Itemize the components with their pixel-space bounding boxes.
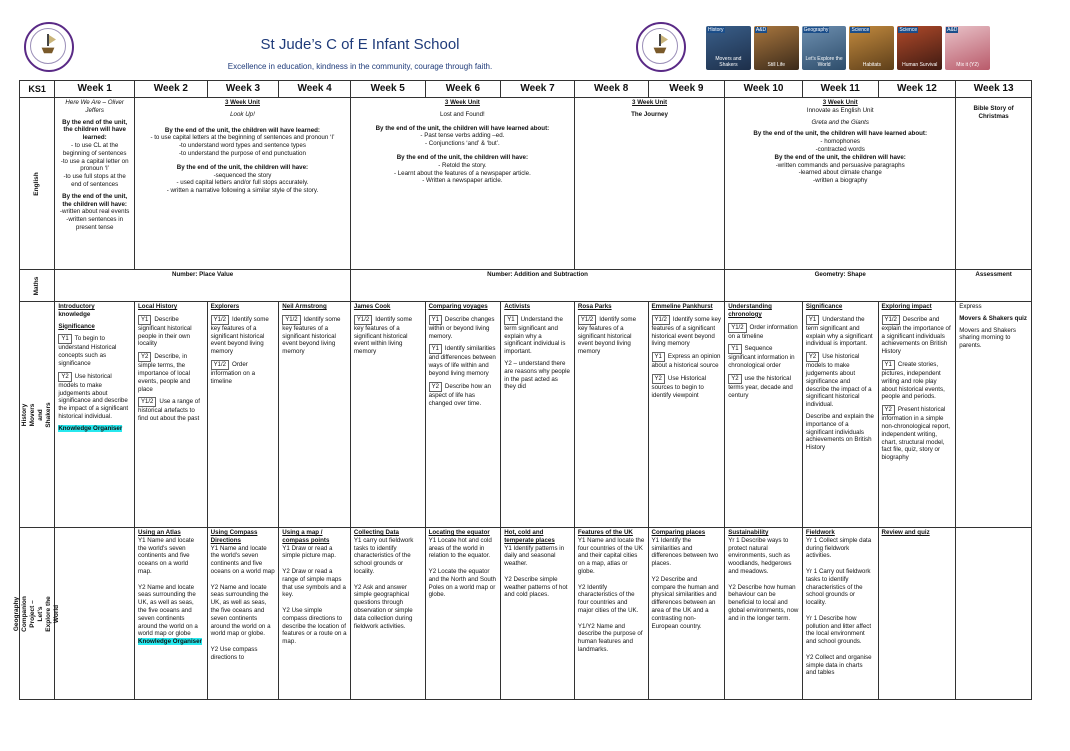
history-week2-cell: Local History Y1 Describe significant historical people in their own locality Y2 Describe, in simple terms, the importance of local events, people and place Y1/2 Use a range of historical artefacts to find out about the past xyxy=(135,302,208,528)
maths-geometry: Geometry: Shape xyxy=(725,270,956,302)
geography-week4-cell: Using a map / compass points Y1 Draw or read a simple picture map. Y2 Draw or read a range of simple maps that use symbols and a key. Y2 Use simple compass directions to describe the location of features or a route on a map. xyxy=(279,528,351,700)
knowledge-organiser-link[interactable]: Knowledge Organiser xyxy=(58,424,123,432)
key-stage-label: KS1 xyxy=(20,81,55,98)
geography-week11-cell: Fieldwork Yr 1 Collect simple data during fieldwork activities. Yr 1 Carry out fieldwork tasks to identify characteristics of the school grounds or locality. Yr 1 Describe how pollution and litter affect the local environment and school grounds. Y2 Collect and organise simple data in charts and tables xyxy=(802,528,878,700)
week-header: Week 12 xyxy=(878,81,956,98)
english-unit-lost-and-found: 3 Week Unit Lost and Found! By the end of the unit, the children will have learned about: - Past tense verbs adding –ed. - Conjunctions ‘and’ & ‘but’. By the end of the unit, the children will have: - Retold the story. - Learnt about the features of a newspaper article. - Written a newspaper article. xyxy=(350,98,574,270)
english-row-label: English xyxy=(20,98,55,270)
school-crest-right xyxy=(636,22,686,72)
geography-week1-cell xyxy=(55,528,135,700)
history-week3-cell: Explorers Y1/2 Identify some key features of a significant historical event beyond living memory Y1/2 Order information on a timeline xyxy=(207,302,279,528)
maths-assessment: Assessment xyxy=(956,270,1032,302)
thumbnail-geography: Geography Let's Explore the World xyxy=(802,26,847,70)
history-week8-cell: Rosa Parks Y1/2 Identify some key features of a significant historical event beyond living memory xyxy=(574,302,648,528)
english-week1-cell: Here We Are – Oliver Jeffers By the end of the unit, the children will have learned: - to use CL at the beginning of sentences -to use a capital letter on pronoun ‘I’ -to use full stops at the end of sentences By the end of the unit, the children will have: -written about real events -written sentences in present tense xyxy=(55,98,135,270)
history-row-label: History Movers and Shakers xyxy=(20,302,55,528)
week-header: Week 7 xyxy=(501,81,575,98)
history-week7-cell: Activists Y1 Understand the term significant and explain why a significant individual is important. Y2 – understand there are reasons why people in the past acted as they did xyxy=(501,302,575,528)
geography-row-label: Geography Companion Project – Let’s Explore the World xyxy=(20,528,55,700)
history-week9-cell: Emmeline Pankhurst Y1/2 Identify some key features of a significant historical event beyond living memory Y1 Express an opinion about a historical source Y2 Use Historical sources to begin to identify viewpoint xyxy=(648,302,725,528)
school-title: St Jude’s C of E Infant School xyxy=(260,36,460,53)
week-header: Week 5 xyxy=(350,81,425,98)
english-unit-greta: 3 Week Unit Innovate as English Unit Greta and the Giants By the end of the unit, the children will have learned about: - homophones -contracted words By the end of the unit, the children will have: -written commands and persuasive paragraphs -learned about climate change -written a biography xyxy=(725,98,956,270)
school-crest-left xyxy=(24,22,74,72)
geography-week5-cell: Collecting Data Y1 carry out fieldwork tasks to identify characteristics of the school grounds or locality. Y2 Ask and answer simple geographical questions through observation or simple data collection during fieldwork activities. xyxy=(350,528,425,700)
week-header: Week 11 xyxy=(802,81,878,98)
week-header: Week 10 xyxy=(725,81,803,98)
history-week1-cell: Introductory knowledge Significance Y1 To begin to understand Historical concepts such as significance Y2 Use historical models to make judgements about significance and describe the impact of a significant historical individual. Knowledge Organiser xyxy=(55,302,135,528)
english-unit-the-journey: 3 Week Unit The Journey xyxy=(574,98,724,270)
history-week11-cell: Significance Y1 Understand the term significant and explain why a significant individual is important. Y2 Use historical models to make judgements about significance and describe the impact of a significant historical individual. Describe and explain the importance of a significant individuals achievements on British History xyxy=(802,302,878,528)
week-header: Week 13 xyxy=(956,81,1032,98)
history-week5-cell: James Cook Y1/2 Identify some key features of a significant historical event within living memory xyxy=(350,302,425,528)
school-tagline: Excellence in education, kindness in the community, courage through faith. xyxy=(227,62,493,71)
english-week13-cell: Bible Story of Christmas xyxy=(956,98,1032,270)
week-header: Week 8 xyxy=(574,81,648,98)
geography-week3-cell: Using Compass Directions Y1 Name and locate the world's seven continents and five oceans on a world map Y2 Name and locate seas surrounding the UK, as well as seas, the five oceans and seven continents around the world on a world map or globe. Y2 Use compass directions to xyxy=(207,528,279,700)
week-header: Week 9 xyxy=(648,81,725,98)
history-week12-cell: Exploring impact Y1/2 Describe and explain the importance of a significant individuals achievements on British History Y1 Create stories, pictures, independent writing and role play about historical events, people and periods. Y2 Present historical information in a simple non-chronological report, independent writing, chart, structural model, fact file, quiz, story or biography xyxy=(878,302,956,528)
geography-row xyxy=(20,528,1032,700)
week-header: Week 2 xyxy=(135,81,208,98)
history-week13-cell: Express Movers & Shakers quiz Movers and Shakers sharing morning to parents. xyxy=(956,302,1032,528)
geography-week2-cell: Using an Atlas Y1 Name and locate the world's seven continents and five oceans on a world map. Y2 Name and locate seas surrounding the UK, as well as seas, the five oceans and seven continents around the world on a world map or globe Knowledge Organiser xyxy=(135,528,208,700)
knowledge-organiser-link[interactable]: Knowledge Organiser xyxy=(138,638,202,646)
english-row xyxy=(20,98,1032,270)
geography-week8-cell: Features of the UK Y1 Name and locate the four countries of the UK and their capital cities on a map, atlas or globe. Y2 Identify characteristics of the four countries and major cities of the UK. Y1/Y2 Name and describe the purpose of human features and landmarks. xyxy=(574,528,648,700)
history-week6-cell: Comparing voyages Y1 Describe changes within or beyond living memory. Y1 Identify similarities and differences between ways of life within and beyond living memory Y2 Describe how an aspect of life has changed over time. xyxy=(425,302,501,528)
maths-place-value: Number: Place Value xyxy=(55,270,351,302)
geography-week6-cell: Locating the equator Y1 Locate hot and cold areas of the world in relation to the equator. Y2 Locate the equator and the North and South Poles on a world map or globe. xyxy=(425,528,501,700)
geography-week9-cell: Comparing places Y1 Identify the similarities and differences between two places. Y2 Describe and compare the human and physical similarities and differences between an area of the UK and a contrasting non-European country. xyxy=(648,528,725,700)
week-header-row xyxy=(20,81,1032,98)
week-header: Week 1 xyxy=(55,81,135,98)
thumbnail-history: History Movers and Shakers xyxy=(706,26,751,70)
page-header xyxy=(0,0,1070,80)
geography-week12-cell: Review and quiz xyxy=(878,528,956,700)
history-week4-cell: Neil Armstrong Y1/2 Identify some key features of a significant historical event beyond living memory xyxy=(279,302,351,528)
thumbnail-art-mix-it: A&D Mix it (Y2) xyxy=(945,26,990,70)
history-row xyxy=(20,302,1032,528)
thumbnail-science-human-survival: Science Human Survival xyxy=(897,26,942,70)
maths-row-label: Maths xyxy=(20,270,55,302)
maths-addition-subtraction: Number: Addition and Subtraction xyxy=(350,270,724,302)
week-header: Week 3 xyxy=(207,81,279,98)
curriculum-grid xyxy=(13,80,1032,700)
week-header: Week 4 xyxy=(279,81,351,98)
geography-week10-cell: Sustainability Yr 1 Describe ways to protect natural environments, such as woodlands, hedgerows and meadows. Y2 Describe how human behaviour can be beneficial to local and global environments, now and in the longer term. xyxy=(725,528,803,700)
maths-row xyxy=(20,270,1032,302)
thumbnail-science-habitats: Science Habitats xyxy=(849,26,894,70)
geography-week7-cell: Hot, cold and temperate places Y1 Identify patterns in daily and seasonal weather. Y2 Describe simple weather patterns of hot and cold places. xyxy=(501,528,575,700)
english-unit-look-up: 3 Week Unit Look Up! By the end of the unit, the children will have learned: - to use capital letters at the beginning of sentences and pronoun ‘I’ -to understand word types and sentence types -to understand the purpose of end punctuation By the end of the unit, the children will have: -sequenced the story - used capital letters and/or full stops accurately. - written a narrative following a similar style of the story. xyxy=(135,98,351,270)
week-header: Week 6 xyxy=(425,81,501,98)
history-week10-cell: Understanding chronology Y1/2 Order information on a timeline Y1 Sequence significant information in chronological order Y2 use the historical terms year, decade and century xyxy=(725,302,803,528)
thumbnail-art-still-life: A&D Still Life xyxy=(754,26,799,70)
geography-week13-cell xyxy=(956,528,1032,700)
topic-thumbnails xyxy=(706,26,990,70)
